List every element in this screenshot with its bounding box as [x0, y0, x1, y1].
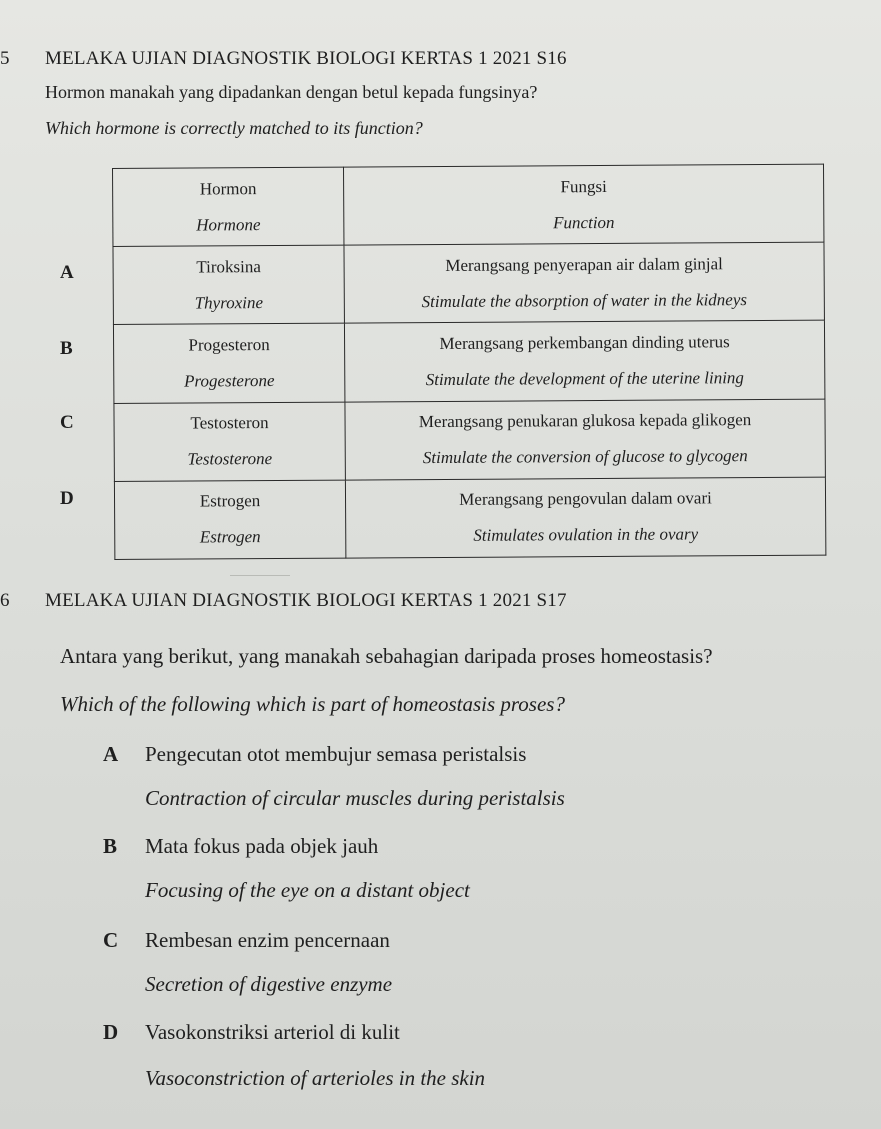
question-6-source: MELAKA UJIAN DIAGNOSTIK BIOLOGI KERTAS 1 2021 S17: [45, 590, 567, 611]
question-6-number: 6: [0, 590, 10, 611]
function-malay: Merangsang penyerapan air dalam ginjal: [445, 254, 723, 275]
function-header-malay: Fungsi: [560, 176, 607, 196]
hormone-english: Progesterone: [184, 370, 275, 391]
question-6-text-malay: Antara yang berikut, yang manakah sebahagian daripada proses homeostasis?: [60, 644, 713, 668]
option-c-letter: C: [60, 412, 74, 433]
hormone-function-table: [112, 164, 826, 560]
hormone-cell: [113, 245, 344, 325]
option-c-malay: Rembesan enzim pencernaan: [145, 928, 390, 952]
function-cell: [345, 399, 825, 480]
hormone-header-english: Hormone: [196, 214, 261, 235]
option-d-malay: Vasokonstriksi arteriol di kulit: [145, 1020, 400, 1044]
function-english: Stimulate the conversion of glucose to glycogen: [422, 446, 748, 468]
option-a-letter: A: [60, 262, 74, 283]
function-malay: Merangsang perkembangan dinding uterus: [439, 332, 730, 353]
function-malay: Merangsang penukaran glukosa kepada glikogen: [418, 410, 752, 432]
function-cell: [344, 321, 824, 402]
function-english: Stimulate the development of the uterine lining: [425, 368, 744, 390]
question-5-number: 5: [0, 48, 10, 69]
hormone-english: Estrogen: [199, 527, 261, 547]
table-row: [113, 321, 824, 404]
hormone-malay: Testosteron: [190, 413, 269, 433]
hormone-cell: [114, 480, 345, 560]
option-a-letter: A: [103, 742, 119, 766]
function-english: Stimulate the absorption of water in the kidneys: [421, 289, 748, 311]
hormone-header-malay: Hormon: [199, 178, 257, 199]
option-d-letter: D: [60, 488, 74, 509]
hormone-malay: Progesteron: [188, 335, 270, 355]
function-header-cell: [343, 164, 823, 245]
option-a-malay: Pengecutan otot membujur semasa peristalsis: [145, 742, 527, 766]
question-5-text-english: Which hormone is correctly matched to its function?: [45, 118, 423, 138]
hormone-english: Testosterone: [187, 449, 273, 469]
option-a-english: Contraction of circular muscles during peristalsis: [145, 786, 565, 810]
hormone-cell: [113, 323, 344, 403]
question-5-source: MELAKA UJIAN DIAGNOSTIK BIOLOGI KERTAS 1 2021 S16: [45, 48, 567, 69]
table-row: [114, 399, 825, 482]
option-c-english: Secretion of digestive enzyme: [145, 972, 393, 996]
function-malay: Merangsang pengovulan dalam ovari: [459, 488, 712, 510]
option-b-letter: B: [60, 338, 73, 359]
table-row: [114, 477, 825, 560]
hormone-english: Thyroxine: [194, 292, 264, 313]
hormone-malay: Tiroksina: [196, 256, 261, 277]
option-c-letter: C: [103, 928, 119, 952]
hormone-malay: Estrogen: [199, 491, 261, 511]
option-b-malay: Mata fokus pada objek jauh: [145, 834, 379, 858]
option-d-english: Vasoconstriction of arterioles in the skin: [145, 1066, 486, 1090]
hormone-header-cell: [113, 167, 344, 247]
divider: [230, 575, 290, 576]
option-b-english: Focusing of the eye on a distant object: [145, 878, 470, 902]
function-header-english: Function: [553, 212, 615, 232]
function-cell: [345, 477, 825, 558]
function-cell: [344, 242, 824, 323]
table-header-row: [113, 164, 824, 247]
hormone-cell: [114, 402, 345, 482]
question-5-text-malay: Hormon manakah yang dipadankan dengan betul kepada fungsinya?: [45, 82, 538, 102]
function-english: Stimulates ovulation in the ovary: [473, 524, 699, 546]
question-6-text-english: Which of the following which is part of homeostasis proses?: [60, 692, 565, 716]
table-row: [113, 242, 824, 325]
option-d-letter: D: [103, 1020, 119, 1044]
option-b-letter: B: [103, 834, 118, 858]
